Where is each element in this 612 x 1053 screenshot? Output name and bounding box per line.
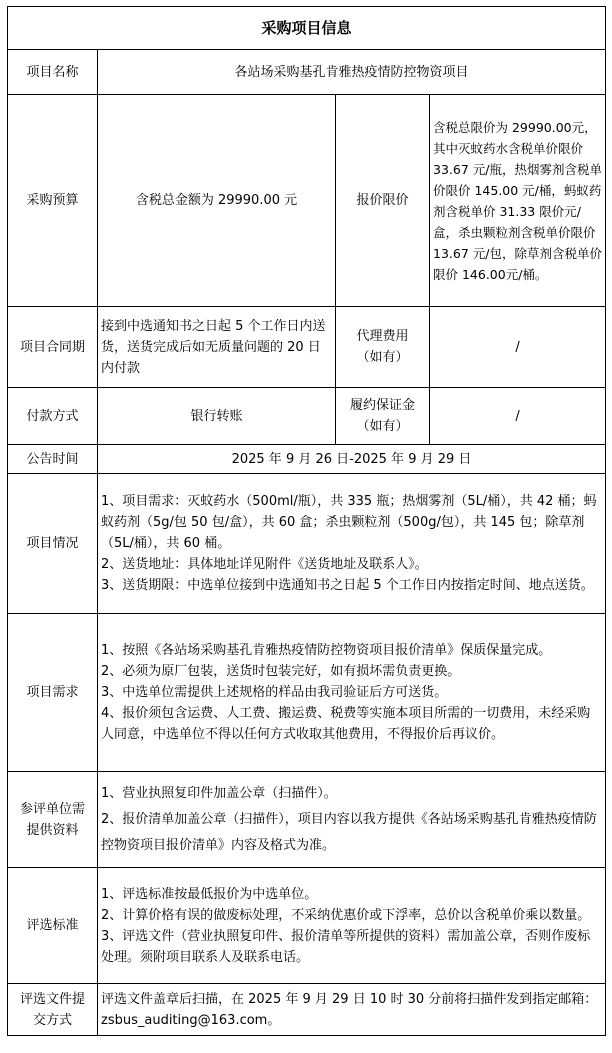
submission-value: 评选文件盖章后扫描，在 2025 年 9 月 29 日 10 时 30 分前将扫描件发到指定邮箱：zsbus_auditing@163.com。 — [98, 984, 606, 1036]
agency-fee-label — [336, 307, 430, 388]
contract-period-row — [8, 307, 606, 388]
contract-period-label: 项目合同期 — [8, 307, 98, 388]
criteria-content — [98, 868, 606, 984]
documents-content — [98, 772, 606, 868]
notice-time-row — [8, 445, 606, 474]
price-limit-value: 含税总限价为 29990.00元，其中灭蚊药水含税单价限价 33.67 元/瓶，热烟雾剂含税单价限价 145.00 元/桶，蚂蚁药剂含税单价 31.33 限价元/盒，杀虫颗粒剂含税单价限价 13.67 元/包，除草剂含税单价限价 146.00元/桶。 — [430, 95, 606, 307]
requirement-item: 4、报价须包含运费、人工费、搬运费、税费等实施本项目所需的一切费用，未经采购人同意，中选单位不得以任何方式收取其他费用，不得报价后再议价。 — [101, 706, 591, 742]
criteria-label: 评选标准 — [8, 868, 98, 984]
project-name-row — [8, 50, 606, 95]
project-situation-content — [98, 474, 606, 614]
project-situation-item: 3、送货期限：中选单位接到中选通知书之日起 5 个工作日内按指定时间、地点送货。 — [101, 578, 594, 593]
documents-label-line1: 参评单位需 — [19, 801, 85, 817]
document-item: 2、报价清单加盖公章（扫描件），项目内容以我方提供《各站场采购基孔肯雅热疫情防控物资项目报价清单》内容及格式为准。 — [101, 811, 597, 853]
price-limit-label: 报价限价 — [336, 95, 430, 307]
criteria-item: 2、计算价格有误的做废标处理，不采纳优惠价或下浮率，总价以含税单价乘以数量。 — [101, 907, 591, 923]
deposit-label-line1: 履约保证金 — [349, 398, 415, 413]
project-name-label: 项目名称 — [8, 50, 98, 95]
requirement-item: 3、中选单位需提供上述规格的样品由我司验证后方可送货。 — [101, 685, 448, 700]
document-item: 1、营业执照复印件加盖公章（扫描件）。 — [101, 785, 337, 801]
payment-row — [8, 388, 606, 445]
budget-row — [8, 95, 606, 307]
requirement-item: 1、按照《各站场采购基孔肯雅热疫情防控物资项目报价清单》保质保量完成。 — [101, 643, 552, 658]
project-requirements-label: 项目需求 — [8, 614, 98, 772]
notice-time-label: 公告时间 — [8, 445, 98, 474]
documents-label — [8, 772, 98, 868]
contract-period-value: 接到中选通知书之日起 5 个工作日内送货，送货完成后如无质量问题的 20 日内付款 — [98, 307, 336, 388]
requirement-item: 2、必须为原厂包装，送货时包装完好，如有损坏需负责更换。 — [101, 664, 461, 679]
budget-value: 含税总金额为 29990.00 元 — [98, 95, 336, 307]
deposit-label — [336, 388, 430, 445]
submission-label — [8, 984, 98, 1036]
budget-label: 采购预算 — [8, 95, 98, 307]
procurement-info-table — [7, 6, 606, 1036]
project-situation-item: 1、项目需求：灭蚊药水（500ml/瓶），共 335 瓶；热烟雾剂（5L/桶），共 42 桶；蚂蚁药剂（5g/包 50 包/盒），共 60 盒；杀虫颗粒剂（500g/包），共 145 包；除草剂（5L/桶），共 60 桶。 — [101, 494, 597, 551]
deposit-value: / — [430, 388, 606, 445]
agency-fee-value: / — [430, 307, 606, 388]
procurement-info-sheet — [7, 6, 606, 1036]
agency-fee-label-line2: （如有） — [356, 350, 409, 365]
documents-row — [8, 772, 606, 868]
documents-label-line2: 提供资料 — [26, 822, 79, 838]
payment-label: 付款方式 — [8, 388, 98, 445]
submission-label-line1: 评选文件提 — [19, 991, 85, 1007]
agency-fee-label-line1: 代理费用 — [356, 329, 409, 344]
payment-value: 银行转账 — [98, 388, 336, 445]
project-situation-row — [8, 474, 606, 614]
project-situation-label: 项目情况 — [8, 474, 98, 614]
project-requirements-row — [8, 614, 606, 772]
project-name-value: 各站场采购基孔肯雅热疫情防控物资项目 — [98, 50, 606, 95]
project-situation-item: 2、送货地址：具体地址详见附件《送货地址及联系人》。 — [101, 557, 428, 572]
sheet-title: 采购项目信息 — [8, 7, 606, 50]
submission-label-line2: 交方式 — [32, 1012, 72, 1028]
criteria-row — [8, 868, 606, 984]
criteria-item: 1、评选标准按最低报价为中选单位。 — [101, 886, 318, 902]
project-requirements-content — [98, 614, 606, 772]
deposit-label-line2: （如有） — [356, 419, 409, 434]
submission-row — [8, 984, 606, 1036]
notice-time-value: 2025 年 9 月 26 日-2025 年 9 月 29 日 — [98, 445, 606, 474]
title-row — [8, 7, 606, 50]
criteria-item: 3、评选文件（营业执照复印件、报价清单等所提供的资料）需加盖公章，否则作废标处理。须附项目联系人及联系电话。 — [101, 928, 591, 965]
